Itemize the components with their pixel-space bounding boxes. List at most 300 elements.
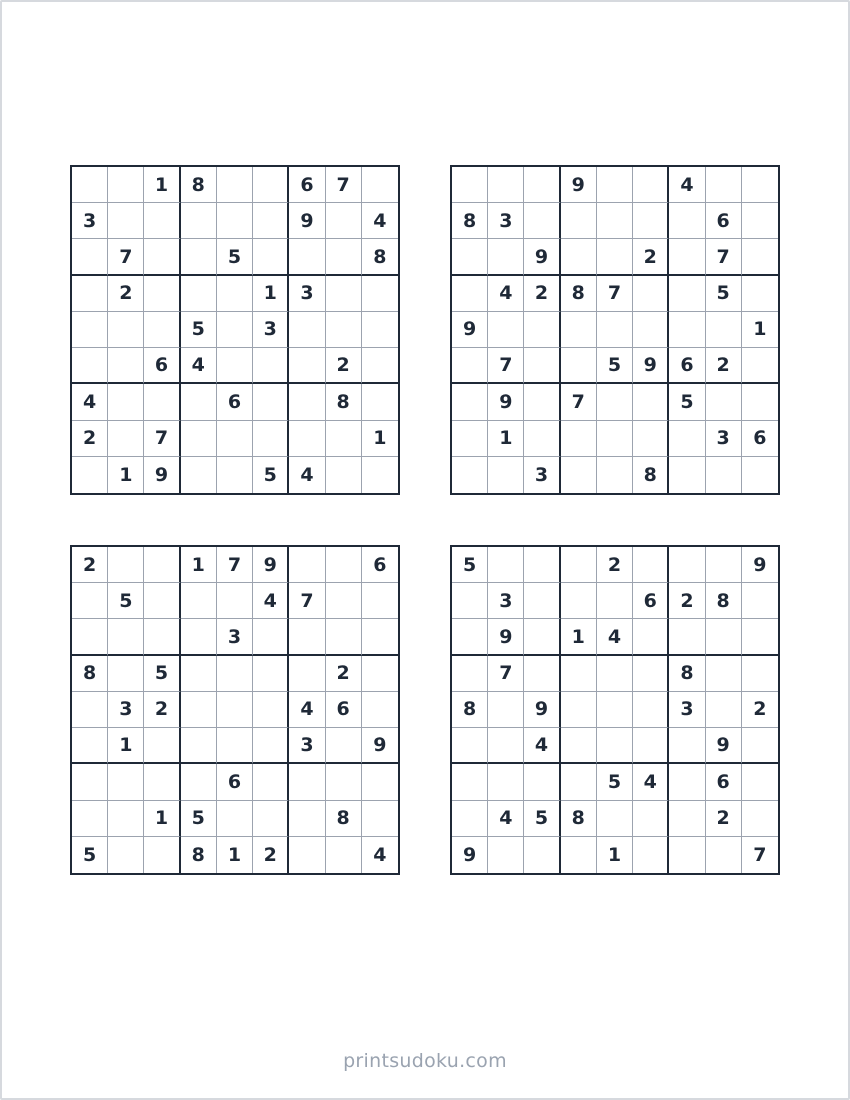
sudoku-cell: [452, 656, 488, 692]
sudoku-cell: [326, 203, 362, 239]
sudoku-cell: [452, 457, 488, 493]
sudoku-cell: 8: [72, 656, 108, 692]
sudoku-cell: [452, 801, 488, 837]
sudoku-cell: [561, 728, 597, 764]
sudoku-cell: [488, 547, 524, 583]
sudoku-cell: [742, 457, 778, 493]
sudoku-cell: [253, 801, 289, 837]
sudoku-cell: 7: [144, 421, 180, 457]
sudoku-cell: 8: [561, 801, 597, 837]
sudoku-cell: [253, 764, 289, 800]
sudoku-cell: [669, 619, 705, 655]
sudoku-cell: 6: [742, 421, 778, 457]
sudoku-cell: 7: [561, 384, 597, 420]
sudoku-cell: 3: [706, 421, 742, 457]
sudoku-cell: [72, 801, 108, 837]
sudoku-cell: [561, 239, 597, 275]
sudoku-cell: 5: [452, 547, 488, 583]
sudoku-cell: 5: [597, 348, 633, 384]
sudoku-cell: [362, 348, 398, 384]
sudoku-cell: 9: [524, 692, 560, 728]
sudoku-cell: 4: [524, 728, 560, 764]
sudoku-cell: 8: [362, 239, 398, 275]
sudoku-cell: [524, 583, 560, 619]
sudoku-cell: 7: [597, 276, 633, 312]
sudoku-cell: [633, 801, 669, 837]
sudoku-cell: [144, 619, 180, 655]
sudoku-cell: [181, 692, 217, 728]
sudoku-cell: 6: [217, 764, 253, 800]
sudoku-cell: 1: [108, 457, 144, 493]
sudoku-cell: [253, 656, 289, 692]
sudoku-cell: 9: [144, 457, 180, 493]
sudoku-cell: [633, 421, 669, 457]
sudoku-cell: [524, 348, 560, 384]
sudoku-cell: [289, 764, 325, 800]
sudoku-cell: [108, 547, 144, 583]
sudoku-cell: [217, 583, 253, 619]
sudoku-cell: [326, 547, 362, 583]
sudoku-cell: 5: [597, 764, 633, 800]
sudoku-cell: [217, 656, 253, 692]
sudoku-cell: [742, 167, 778, 203]
sudoku-cell: [181, 384, 217, 420]
sudoku-cell: [326, 457, 362, 493]
sudoku-cell: [217, 203, 253, 239]
sudoku-cell: [72, 583, 108, 619]
sudoku-cell: [181, 583, 217, 619]
sudoku-cell: 5: [144, 656, 180, 692]
site-footer-label: printsudoku.com: [343, 1050, 507, 1072]
sudoku-cell: [742, 276, 778, 312]
sudoku-cell: [362, 312, 398, 348]
sudoku-cell: 6: [326, 692, 362, 728]
sudoku-cell: [181, 239, 217, 275]
sudoku-cell: [524, 421, 560, 457]
sudoku-cell: [742, 656, 778, 692]
sudoku-cell: [72, 619, 108, 655]
sudoku-cell: [181, 203, 217, 239]
sudoku-cell: 8: [561, 276, 597, 312]
sudoku-cell: 1: [488, 421, 524, 457]
sudoku-cell: [181, 764, 217, 800]
sudoku-cell: [144, 583, 180, 619]
sudoku-cell: [524, 837, 560, 873]
sudoku-cell: 3: [488, 583, 524, 619]
sudoku-cell: [561, 692, 597, 728]
sudoku-cell: [289, 421, 325, 457]
sudoku-cell: [706, 457, 742, 493]
sudoku-cell: [669, 457, 705, 493]
sudoku-cell: [144, 312, 180, 348]
sudoku-cell: [452, 167, 488, 203]
sudoku-cell: [597, 583, 633, 619]
sudoku-cell: [524, 384, 560, 420]
sudoku-cell: 9: [452, 837, 488, 873]
sudoku-cell: [253, 384, 289, 420]
sudoku-cell: [524, 203, 560, 239]
sudoku-cell: [561, 583, 597, 619]
sudoku-cell: 2: [72, 421, 108, 457]
sudoku-cell: [488, 837, 524, 873]
sudoku-cell: 4: [488, 276, 524, 312]
sudoku-cell: [72, 167, 108, 203]
sudoku-cell: 7: [108, 239, 144, 275]
sudoku-cell: [561, 421, 597, 457]
sudoku-cell: [108, 312, 144, 348]
sudoku-cell: [706, 547, 742, 583]
sudoku-cell: 7: [488, 656, 524, 692]
sudoku-cell: [326, 421, 362, 457]
sudoku-cell: 3: [669, 692, 705, 728]
sudoku-cell: [633, 167, 669, 203]
sudoku-cell: [561, 203, 597, 239]
sudoku-cell: 9: [362, 728, 398, 764]
sudoku-cell: 8: [452, 203, 488, 239]
sudoku-cell: [362, 276, 398, 312]
sudoku-cell: [253, 692, 289, 728]
sudoku-cell: [742, 384, 778, 420]
sudoku-cell: [706, 167, 742, 203]
sudoku-cell: 6: [289, 167, 325, 203]
sudoku-cell: 1: [181, 547, 217, 583]
sudoku-cell: [452, 348, 488, 384]
sudoku-cell: [253, 239, 289, 275]
sudoku-cell: 7: [706, 239, 742, 275]
sudoku-cell: 7: [217, 547, 253, 583]
sudoku-cell: [362, 764, 398, 800]
sudoku-cell: 8: [326, 384, 362, 420]
sudoku-cell: [452, 384, 488, 420]
sudoku-cell: 3: [289, 728, 325, 764]
sudoku-cell: 9: [524, 239, 560, 275]
sudoku-cell: [706, 619, 742, 655]
sudoku-cell: 8: [669, 656, 705, 692]
sudoku-cell: [524, 764, 560, 800]
sudoku-cell: [488, 457, 524, 493]
sudoku-cell: [742, 801, 778, 837]
sudoku-cell: [742, 203, 778, 239]
sudoku-cell: 2: [72, 547, 108, 583]
sudoku-cell: [289, 837, 325, 873]
sudoku-grid-4: [450, 545, 780, 875]
sudoku-cell: 3: [289, 276, 325, 312]
sudoku-cell: [108, 837, 144, 873]
sudoku-cell: 4: [289, 692, 325, 728]
sudoku-cell: 8: [181, 167, 217, 203]
sudoku-cell: 1: [597, 837, 633, 873]
sudoku-cell: [253, 421, 289, 457]
sudoku-cell: 3: [524, 457, 560, 493]
sudoku-cell: [706, 312, 742, 348]
sudoku-cell: 2: [742, 692, 778, 728]
sudoku-cell: [452, 239, 488, 275]
sudoku-cell: 7: [326, 167, 362, 203]
sudoku-cell: [217, 692, 253, 728]
sudoku-cell: 8: [452, 692, 488, 728]
sudoku-cell: 5: [108, 583, 144, 619]
sudoku-cell: 1: [108, 728, 144, 764]
sudoku-cell: [289, 656, 325, 692]
sudoku-cell: 8: [706, 583, 742, 619]
sudoku-cell: [144, 728, 180, 764]
sudoku-cell: [488, 728, 524, 764]
sudoku-cell: [597, 728, 633, 764]
sudoku-cell: [633, 728, 669, 764]
sudoku-cell: 6: [633, 583, 669, 619]
sudoku-cell: [289, 348, 325, 384]
sudoku-cell: [72, 276, 108, 312]
sudoku-cell: [72, 239, 108, 275]
sudoku-cell: [597, 656, 633, 692]
sudoku-cell: [289, 547, 325, 583]
sudoku-cell: 1: [742, 312, 778, 348]
sudoku-cell: [144, 547, 180, 583]
sudoku-cell: [669, 312, 705, 348]
sudoku-cell: [72, 348, 108, 384]
sudoku-cell: 2: [326, 348, 362, 384]
sudoku-grid-3: [70, 545, 400, 875]
sudoku-cell: 6: [669, 348, 705, 384]
sudoku-cell: [488, 312, 524, 348]
sudoku-cell: 8: [326, 801, 362, 837]
sudoku-cell: [488, 167, 524, 203]
sudoku-cell: [633, 692, 669, 728]
sudoku-cell: 4: [373, 843, 387, 866]
sudoku-cell: [524, 619, 560, 655]
sudoku-cell: 9: [488, 384, 524, 420]
sudoku-cell: [452, 421, 488, 457]
sudoku-cell: [108, 801, 144, 837]
sudoku-cell: [108, 656, 144, 692]
sudoku-cell: [144, 384, 180, 420]
sudoku-cell: [181, 656, 217, 692]
sudoku-cell: [253, 728, 289, 764]
sudoku-cell: 5: [669, 384, 705, 420]
sudoku-cell: 1: [561, 619, 597, 655]
sudoku-cell: 8: [633, 457, 669, 493]
sudoku-cell: [362, 583, 398, 619]
sudoku-cell: [597, 312, 633, 348]
sudoku-cell: 9: [289, 203, 325, 239]
sudoku-cell: 4: [72, 384, 108, 420]
sudoku-cell: [72, 692, 108, 728]
sudoku-cell: [706, 837, 742, 873]
sudoku-cell: [217, 457, 253, 493]
sudoku-cell: [524, 547, 560, 583]
sudoku-cell: 9: [742, 547, 778, 583]
sudoku-cell: [633, 276, 669, 312]
sudoku-cell: [326, 764, 362, 800]
sudoku-cell: 1: [253, 276, 289, 312]
sudoku-cell: 5: [181, 312, 217, 348]
sudoku-cell: 6: [217, 384, 253, 420]
sudoku-cell: [633, 547, 669, 583]
sudoku-cell: [217, 728, 253, 764]
sudoku-cell: 6: [706, 764, 742, 800]
sudoku-cell: 4: [597, 619, 633, 655]
sudoku-cell: 6: [362, 547, 398, 583]
sudoku-cell: [289, 239, 325, 275]
sudoku-cell: [108, 384, 144, 420]
sudoku-cell: [362, 167, 398, 203]
sudoku-cell: 2: [144, 692, 180, 728]
sudoku-cell: [217, 167, 253, 203]
sudoku-cell: [742, 728, 778, 764]
sudoku-cell: 2: [633, 239, 669, 275]
sudoku-cell: 1: [144, 801, 180, 837]
sudoku-cell: [144, 203, 180, 239]
sudoku-cell: [253, 167, 289, 203]
sudoku-cell: [217, 421, 253, 457]
sudoku-cell: [561, 764, 597, 800]
sudoku-cell: [72, 312, 108, 348]
sudoku-cell: [326, 276, 362, 312]
sudoku-cell: 4: [488, 801, 524, 837]
sudoku-cell: [362, 384, 398, 420]
sudoku-cell: 5: [72, 837, 108, 873]
sudoku-cell: [217, 348, 253, 384]
sudoku-cell: [524, 656, 560, 692]
sudoku-cell: 2: [326, 656, 362, 692]
sudoku-cell: [597, 167, 633, 203]
sudoku-cell: 5: [706, 276, 742, 312]
sudoku-cell: [181, 728, 217, 764]
sudoku-cell: [108, 619, 144, 655]
sudoku-cell: [72, 457, 108, 493]
sudoku-cell: [669, 837, 705, 873]
sudoku-cell: [488, 764, 524, 800]
sudoku-cell: [633, 384, 669, 420]
sudoku-cell: [362, 457, 398, 493]
sudoku-cell: [669, 728, 705, 764]
sudoku-cell: 5: [524, 801, 560, 837]
sudoku-cell: [669, 239, 705, 275]
sudoku-cell: [253, 619, 289, 655]
sudoku-cell: [452, 276, 488, 312]
sudoku-cell: [72, 728, 108, 764]
sudoku-cell: 1: [362, 421, 398, 457]
sudoku-cell: 2: [706, 801, 742, 837]
sudoku-cell: [669, 801, 705, 837]
sudoku-cell: [326, 619, 362, 655]
sudoku-cell: [742, 619, 778, 655]
sudoku-cell: [362, 619, 398, 655]
sudoku-cell: 7: [753, 843, 767, 866]
sudoku-cell: 9: [706, 728, 742, 764]
sudoku-cell: [217, 312, 253, 348]
sudoku-cell: [452, 728, 488, 764]
sudoku-cell: [362, 656, 398, 692]
sudoku-cell: [452, 619, 488, 655]
sudoku-cell: 7: [289, 583, 325, 619]
sudoku-cell: [362, 692, 398, 728]
sudoku-cell: [633, 203, 669, 239]
sudoku-cell: 4: [289, 457, 325, 493]
sudoku-grid-2: [450, 165, 780, 495]
sudoku-cell: [181, 421, 217, 457]
sudoku-cell: 3: [488, 203, 524, 239]
sudoku-cell: 8: [181, 837, 217, 873]
sudoku-cell: 4: [633, 764, 669, 800]
sudoku-cell: 2: [669, 583, 705, 619]
sudoku-cell: [597, 457, 633, 493]
sudoku-cell: [561, 457, 597, 493]
sudoku-cell: [706, 692, 742, 728]
sudoku-cell: 3: [72, 203, 108, 239]
sudoku-cell: [326, 728, 362, 764]
sudoku-cell: 4: [362, 203, 398, 239]
sudoku-grid-1: [70, 165, 400, 495]
sudoku-cell: [597, 421, 633, 457]
sudoku-cell: [289, 619, 325, 655]
sudoku-cell: 3: [217, 619, 253, 655]
sudoku-cell: 9: [561, 167, 597, 203]
sudoku-cell: [108, 348, 144, 384]
sudoku-cell: 2: [253, 837, 289, 873]
sudoku-cell: [561, 312, 597, 348]
sudoku-cell: [217, 276, 253, 312]
sudoku-cell: [633, 312, 669, 348]
sudoku-cell: [108, 764, 144, 800]
sudoku-cell: [633, 837, 669, 873]
sudoku-cell: [669, 547, 705, 583]
sudoku-cell: [633, 619, 669, 655]
sudoku-cell: [561, 837, 597, 873]
sudoku-cell: [524, 167, 560, 203]
sudoku-cell: [181, 457, 217, 493]
sudoku-cell: [289, 801, 325, 837]
sudoku-cell: [253, 203, 289, 239]
sudoku-cell: [108, 421, 144, 457]
sudoku-cell: [742, 348, 778, 384]
sudoku-cell: 5: [253, 457, 289, 493]
sudoku-cell: [144, 837, 180, 873]
sudoku-cell: [144, 764, 180, 800]
sudoku-cell: [253, 348, 289, 384]
sudoku-cell: [326, 837, 362, 873]
sudoku-cell: [289, 384, 325, 420]
sudoku-cell: [108, 203, 144, 239]
sudoku-cell: [669, 203, 705, 239]
sudoku-cell: [108, 167, 144, 203]
sudoku-cell: [669, 764, 705, 800]
sudoku-cell: [362, 801, 398, 837]
sudoku-cell: 4: [253, 583, 289, 619]
sudoku-cell: [597, 692, 633, 728]
sudoku-cell: [597, 239, 633, 275]
sudoku-cell: [326, 312, 362, 348]
sudoku-cell: 2: [524, 276, 560, 312]
sudoku-cell: 7: [488, 348, 524, 384]
sudoku-cell: 9: [253, 547, 289, 583]
sudoku-cell: [217, 801, 253, 837]
sudoku-cell: [452, 583, 488, 619]
sudoku-cell: [742, 764, 778, 800]
sudoku-cell: [669, 276, 705, 312]
sudoku-cell: [488, 239, 524, 275]
sudoku-cell: [706, 384, 742, 420]
sudoku-cell: [706, 656, 742, 692]
sudoku-cell: [144, 276, 180, 312]
sudoku-cell: [742, 239, 778, 275]
sudoku-cell: 1: [217, 837, 253, 873]
sudoku-cell: 5: [217, 239, 253, 275]
sudoku-cell: 9: [452, 312, 488, 348]
sudoku-cell: [524, 312, 560, 348]
sudoku-cell: 6: [144, 348, 180, 384]
sudoku-cell: [669, 421, 705, 457]
